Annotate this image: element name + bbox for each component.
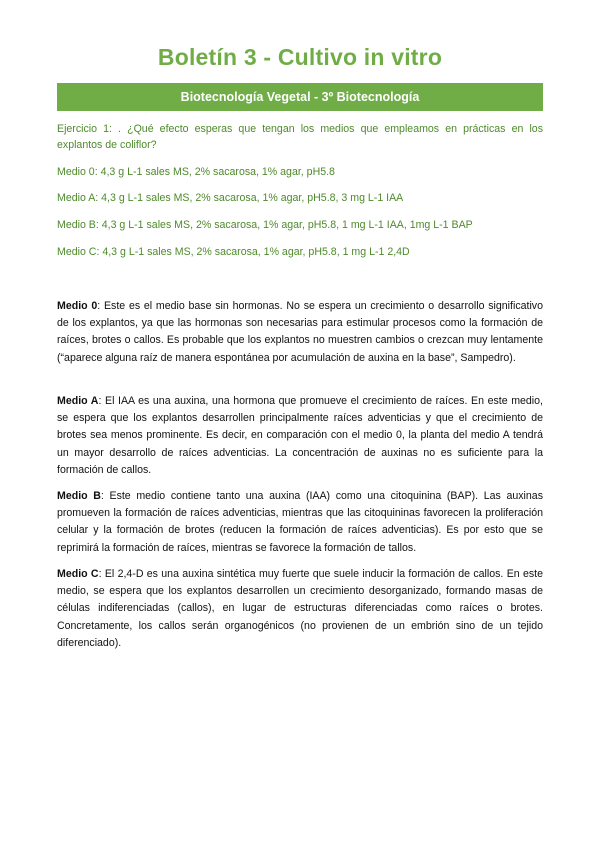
answer-medium-c xyxy=(57,566,543,652)
answer-text: : Este es el medio base sin hormonas. No se espera un crecimiento o desarrollo significativo de los explantos, ya que las hormonas son necesarias para estimular procesos como la formación de raíces, brotes o callos. Es probable que los explantos no muestren cambios o crezcan muy lentamente (“aparece alguna raíz de manera espontánea por acumulación de auxina en la base”, Sampedro). xyxy=(57,300,543,364)
answer-label: Medio B xyxy=(57,490,101,502)
subtitle-text: Biotecnología Vegetal - 3º Biotecnología xyxy=(180,90,420,104)
answer-label: Medio C xyxy=(57,568,99,580)
answer-text: : Este medio contiene tanto una auxina (IAA) como una citoquinina (BAP). Las auxinas promueven la formación de raíces adventicias, mientras que las citoquininas favorecen la proliferación celular y la formación de brotes (reducen la formación de raíces adventicias). Es por esto que se reprimirá la formación de raíces, mientras se favorece la formación de tallos. xyxy=(57,490,543,554)
medium-c-composition: Medio C: 4,3 g L-1 sales MS, 2% sacarosa, 1% agar, pH5.8, 1 mg L-1 2,4D xyxy=(57,246,410,258)
answer-text: : El 2,4-D es una auxina sintética muy fuerte que suele inducir la formación de callos. En este medio, se espera que los explantos desarrollen un crecimiento desorganizado, formando masas de células indiferenciadas (callos), en lugar de estructuras diferenciadas como raíces o brotes. Concretamente, los callos serán organogénicos (no provienen de un embrión sino de un tejido diferenciado). xyxy=(57,568,543,649)
answer-medium-a xyxy=(57,393,543,479)
exercise-question: Ejercicio 1: . ¿Qué efecto esperas que tengan los medios que empleamos en prácticas en los explantos de coliflor? xyxy=(57,123,543,151)
subtitle-banner xyxy=(57,83,543,111)
answer-text: : El IAA es una auxina, una hormona que promueve el crecimiento de raíces. En este medio, se espera que los explantos desarrollen principalmente raíces adventicias y que el crecimiento de brotes sea menos prominente. Es decir, en comparación con el medio 0, la planta del medio A tendrá un mayor desarrollo de raíces adventicias. La concentración de auxinas no es suficiente para la formación de callos. xyxy=(57,395,543,476)
page-title: Boletín 3 - Cultivo in vitro xyxy=(157,44,443,70)
answer-label: Medio A xyxy=(57,395,99,407)
answer-medium-0 xyxy=(57,298,543,367)
answer-label: Medio 0 xyxy=(57,300,98,312)
medium-b-composition: Medio B: 4,3 g L-1 sales MS, 2% sacarosa, 1% agar, pH5.8, 1 mg L-1 IAA, 1mg L-1 BAP xyxy=(57,219,473,231)
medium-a-composition: Medio A: 4,3 g L-1 sales MS, 2% sacarosa, 1% agar, pH5.8, 3 mg L-1 IAA xyxy=(57,192,404,204)
answer-medium-b xyxy=(57,488,543,557)
medium-0-composition: Medio 0: 4,3 g L-1 sales MS, 2% sacarosa, 1% agar, pH5.8 xyxy=(57,166,335,178)
